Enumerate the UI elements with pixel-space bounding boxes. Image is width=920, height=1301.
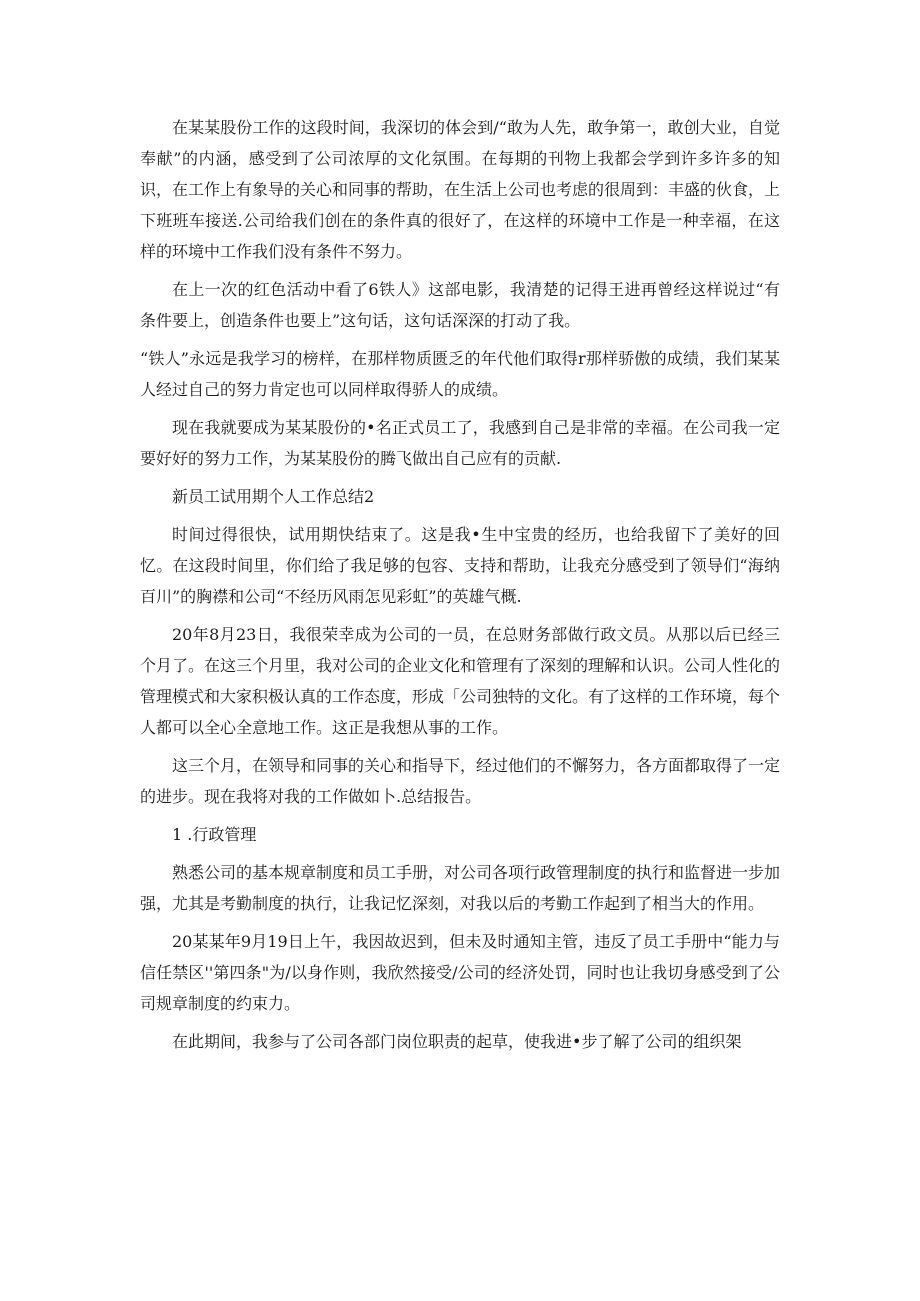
paragraph-company-culture: 在某某股份工作的这段时间，我深切的体会到/“敢为人先，敢争第一，敢创大业，自觉奉献”的内涵，感受到了公司浓厚的文化氛围。在每期的刊物上我都会学到许多许多的知识，在工作上有象导的关心和同事的帮助，在生活上公司也考虑的很周到：丰盛的伙食，上下班班车接送.公司给我们创在的条件真的很好了，在这样的环境中工作是一种幸福，在这样的环境中工作我们没有条件不努力。 xyxy=(140,118,781,261)
document-body xyxy=(140,112,780,1064)
paragraph-three-months: 这三个月，在领导和同事的关心和指导下，经过他们的不懈努力，各方面都取得了一定的进步。现在我将对我的工作做如卜.总结报告。 xyxy=(140,756,781,806)
paragraph-rules-familiar: 熟悉公司的基本规章制度和员工手册，对公司各项行政管理制度的执行和监督进一步加强，尤其是考勤制度的执行，让我记忆深刻，对我以后的考勤工作起到了相当大的作用。 xyxy=(140,863,781,913)
paragraph-becoming-employee: 现在我就要成为某某股份的•名正式员工了，我感到自己是非常的幸福。在公司我一定要好好的努力工作，为某某股份的腾飞做出自己应有的贡献. xyxy=(140,418,780,468)
paragraph-time-passes: 时间过得很快，试用期快结束了。这是我•生中宝贵的经历，也给我留下了美好的回忆。在这段时间里，你们给了我足够的包容、支持和帮助，让我充分感受到了领导们“海纳百川”的胸襟和公司“不经历风雨怎见彩虹”的英雄气概. xyxy=(140,525,780,606)
paragraph-late-incident: 20某某年9月19日上午，我因故迟到，但未及时通知主管，违反了员工手册中“能力与信任禁区''第四条"为/以身作则，我欣然接受/公司的经济处罚，同时也让我切身感受到了公司规章制度的约束力。 xyxy=(140,932,780,1013)
paragraph-iron-man-movie: 在上一次的红色活动中看了6铁人》这部电影，我清楚的记得王进再曾经这样说过“有条件要上，创造条件也要上”这句话，这句话深深的打动了我。 xyxy=(140,280,780,330)
paragraph-iron-man-model: “铁人”永远是我学习的榜样，在那样物质匮乏的年代他们取得r那样骄傲的成绩，我们某某人经过自己的努力肯定也可以同样取得骄人的成绩。 xyxy=(140,349,780,399)
paragraph-joined-company: 20年8月23日，我很荣幸成为公司的一员，在总财务部做行政文员。从那以后已经三个月了。在这三个月里，我对公司的企业文化和管理有了深刻的理解和认识。公司人性化的管理模式和大家积极认真的工作态度，形成「公司独特的文化。有了这样的工作环境，每个人都可以全心全意地工作。这正是我想从事的工作。 xyxy=(140,625,781,737)
section-heading-summary-2: 新员工试用期个人工作总结2 xyxy=(172,487,375,506)
section-heading-admin: 1 .行政管理 xyxy=(172,825,257,844)
paragraph-job-duties: 在此期间，我参与了公司各部门岗位职责的起草，使我进•步了解了公司的组织架 xyxy=(172,1032,742,1051)
